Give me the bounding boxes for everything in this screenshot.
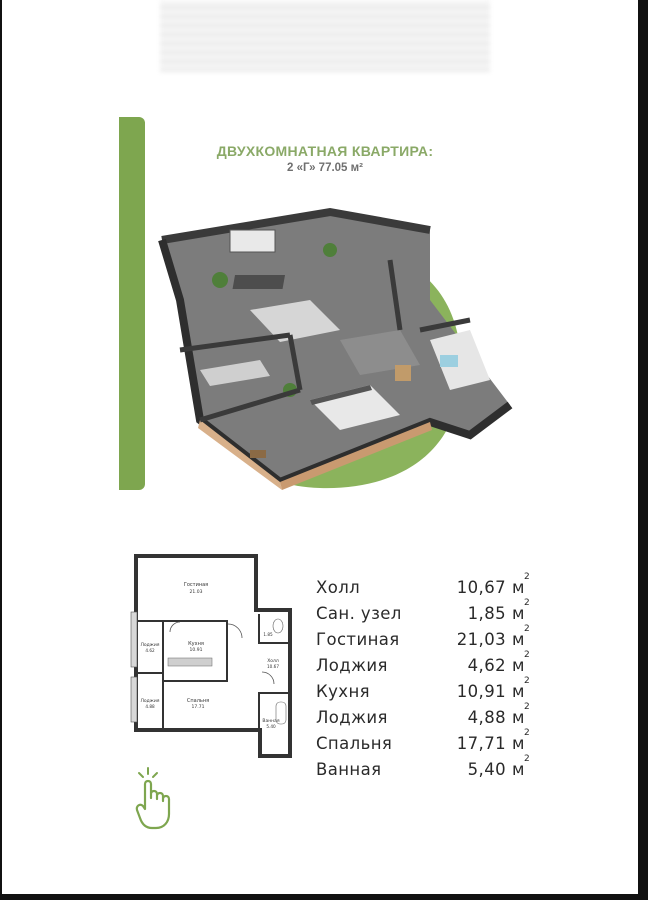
plan-label-hall: Холл — [267, 659, 279, 664]
blurred-header — [160, 0, 490, 72]
apartment-3d-render — [140, 190, 520, 500]
room-name: Лоджия — [316, 655, 388, 675]
hand-tap-icon[interactable] — [134, 766, 178, 832]
plan-area-loggia-1: 4.62 — [145, 648, 155, 653]
room-unit: м 2 — [512, 597, 530, 623]
plan-label-bath: Ванная — [262, 719, 280, 724]
room-name: Холл — [316, 577, 361, 597]
room-row — [316, 571, 530, 600]
plan-label-loggia-2: Лоджия — [140, 699, 160, 704]
room-unit: м 2 — [512, 701, 530, 727]
plan-area-bedroom: 17.71 — [191, 705, 205, 710]
room-unit: м 2 — [512, 753, 530, 779]
room-unit: м 2 — [512, 571, 530, 597]
room-area: 4,62 — [467, 655, 506, 675]
room-row — [316, 701, 530, 730]
room-area: 4,88 — [467, 707, 506, 727]
room-name: Гостиная — [316, 629, 400, 649]
room-row — [316, 649, 530, 678]
room-area: 1,85 — [467, 603, 506, 623]
room-area: 10,67 — [456, 577, 506, 597]
room-row — [316, 753, 530, 782]
plan-label-loggia-1: Лоджия — [140, 643, 160, 648]
room-area: 17,71 — [456, 733, 506, 753]
room-row — [316, 727, 530, 756]
room-area: 5,40 — [467, 759, 506, 779]
room-row — [316, 675, 530, 704]
room-name: Сан. узел — [316, 603, 402, 623]
room-unit: м 2 — [512, 623, 530, 649]
plan-label-bedroom: Спальня — [186, 698, 210, 704]
room-area: 21,03 — [456, 629, 506, 649]
plan-area-kitchen: 10.91 — [189, 648, 203, 653]
room-area-list — [316, 571, 530, 782]
frame-border-bottom — [0, 894, 648, 900]
plan-label-living: Гостиная — [183, 582, 209, 588]
room-name: Кухня — [316, 681, 370, 701]
room-name: Лоджия — [316, 707, 388, 727]
plan-area-wc: 1.85 — [263, 632, 273, 637]
room-row — [316, 623, 530, 652]
apartment-number-area: 2 «Г» 77.05 м² — [287, 162, 363, 174]
plan-area-hall: 10.67 — [267, 664, 279, 669]
room-unit: м 2 — [512, 727, 530, 753]
plan-area-loggia-2: 4.88 — [145, 704, 155, 709]
room-name: Ванная — [316, 759, 382, 779]
plan-area-living: 21.03 — [189, 590, 203, 595]
plan-area-bath: 5.40 — [266, 724, 276, 729]
room-unit: м 2 — [512, 675, 530, 701]
room-unit: м 2 — [512, 649, 530, 675]
plan-label-kitchen: Кухня — [188, 641, 204, 647]
floor-plan — [128, 552, 298, 764]
apartment-type-title: ДВУХКОМНАТНАЯ КВАРТИРА: — [216, 143, 434, 159]
frame-border-left — [0, 0, 2, 900]
room-area: 10,91 — [456, 681, 506, 701]
room-row — [316, 597, 530, 626]
frame-border-right — [638, 0, 648, 900]
room-name: Спальня — [316, 733, 393, 753]
